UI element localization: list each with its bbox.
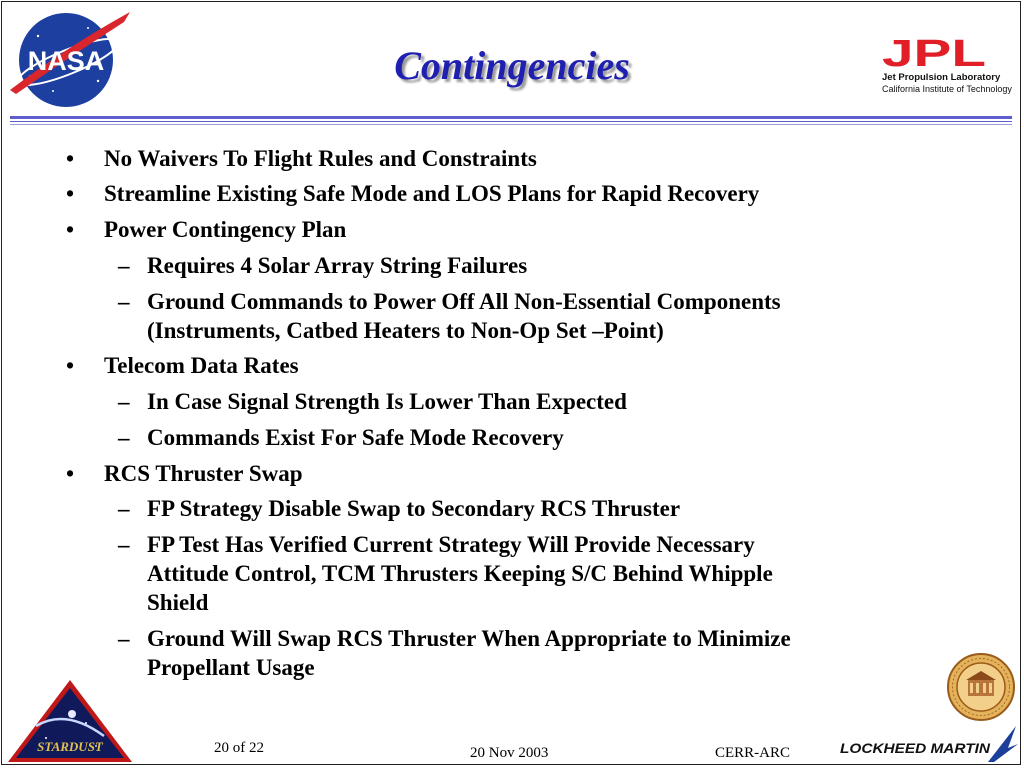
bullet-mark: – <box>118 532 130 557</box>
bullet-mark: • <box>66 461 75 486</box>
bullet-text: Power Contingency Plan <box>104 217 347 242</box>
bullet-mark: • <box>66 181 75 206</box>
bullet-text: In Case Signal Strength Is Lower Than Expected <box>147 389 627 414</box>
bullet-text: FP Strategy Disable Swap to Secondary RCS Thruster <box>147 496 681 521</box>
bullet-text: Ground Commands to Power Off All Non-Essential Components <box>147 289 781 314</box>
bullet-mark: – <box>118 253 130 278</box>
bullet-text: No Waivers To Flight Rules and Constraints <box>104 146 537 171</box>
svg-text:LOCKHEED MARTIN: LOCKHEED MARTIN <box>840 740 991 756</box>
bullet-text: Streamline Existing Safe Mode and LOS Plans for Rapid Recovery <box>104 181 760 206</box>
bullet-text: Requires 4 Solar Array String Failures <box>147 253 528 278</box>
bullet-text: Telecom Data Rates <box>104 353 299 378</box>
bullet-text: Commands Exist For Safe Mode Recovery <box>147 425 564 450</box>
bullet-text: Shield <box>147 590 209 615</box>
jpl-mark <box>882 36 992 70</box>
bullet-mark: • <box>66 217 75 242</box>
bullet-mark: – <box>118 425 130 450</box>
svg-text:NASA: NASA <box>27 46 105 76</box>
svg-text:STARDUST: STARDUST <box>37 739 103 754</box>
footer-org: CERR-ARC <box>715 745 791 761</box>
svg-text:JPL: JPL <box>882 36 986 70</box>
title-rule <box>10 121 1012 122</box>
jpl-affiliation: California Institute of Technology <box>882 84 1012 94</box>
stardust-logo <box>6 678 134 765</box>
bullet-text: (Instruments, Catbed Heaters to Non-Op Set –Point) <box>147 318 664 343</box>
bullet-text: Ground Will Swap RCS Thruster When Appropriate to Minimize <box>147 626 791 651</box>
bullet-mark: – <box>118 289 130 314</box>
bullet-mark: • <box>66 353 75 378</box>
jpl-logo <box>880 36 1020 98</box>
bullet-mark: – <box>118 496 130 521</box>
title-rule <box>10 116 1012 119</box>
bullet-text: FP Test Has Verified Current Strategy Will Provide Necessary <box>147 532 755 557</box>
slide <box>1 1 1021 765</box>
bullet-mark: • <box>66 146 75 171</box>
university-seal <box>946 652 1016 722</box>
bullet-mark: – <box>118 626 130 651</box>
bullet-text: Propellant Usage <box>147 655 315 680</box>
bullet-text: Attitude Control, TCM Thrusters Keeping S/C Behind Whipple <box>147 561 773 586</box>
bullet-text: RCS Thruster Swap <box>104 461 303 486</box>
title-rule <box>10 124 1012 125</box>
page-title: Contingencies <box>394 43 630 88</box>
lockheed-martin-logo <box>838 724 1020 764</box>
footer-date: 20 Nov 2003 <box>470 745 549 761</box>
page-number: 20 of 22 <box>214 740 264 756</box>
jpl-name: Jet Propulsion Laboratory <box>882 72 1001 83</box>
bullet-mark: – <box>118 389 130 414</box>
